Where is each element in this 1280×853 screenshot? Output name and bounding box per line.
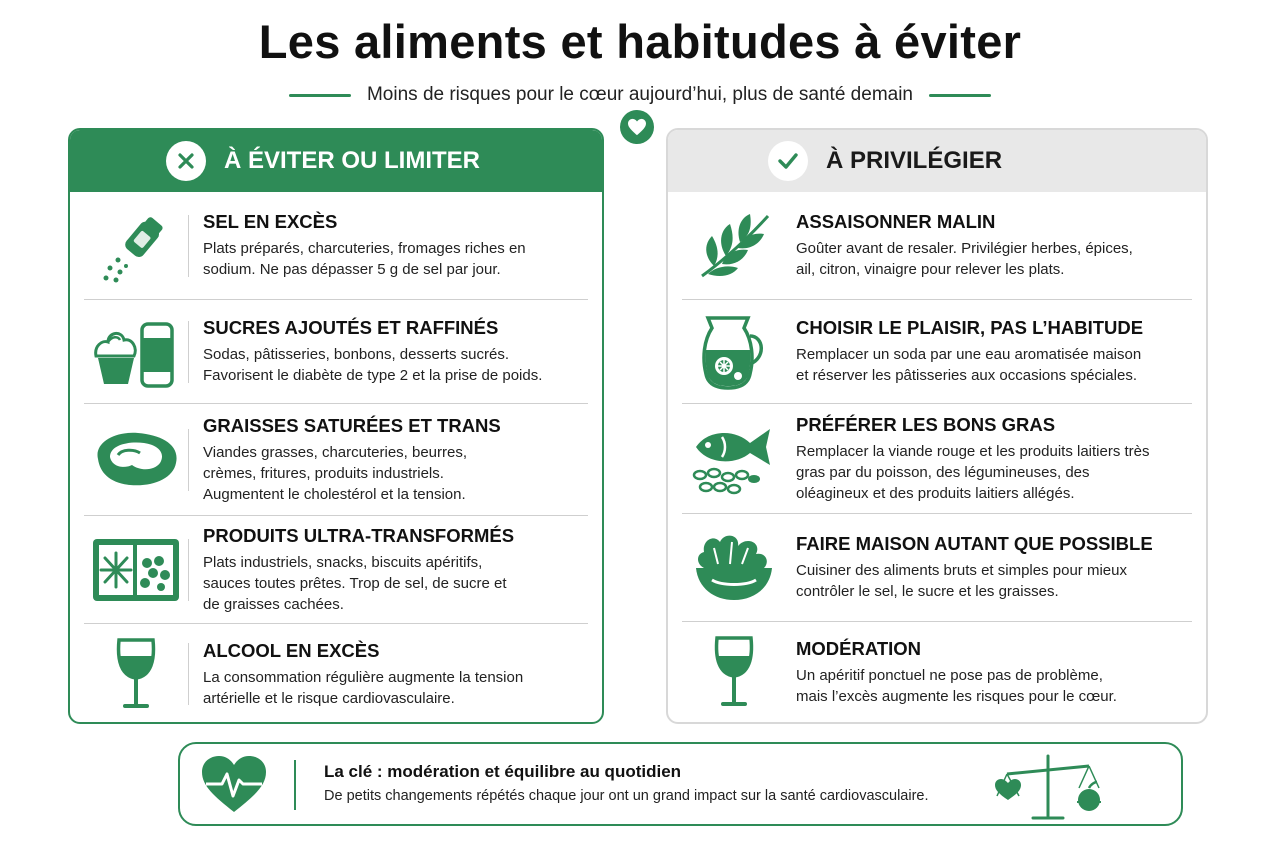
footer-divider (294, 760, 296, 810)
footer-description: De petits changements répétés chaque jour ont un grand impact sur la santé cardiovasculaire. (324, 788, 929, 804)
salad-bowl-icon (682, 530, 786, 606)
item-description: Remplacer la viande rouge et les produits laitiers très gras par du poisson, des légumineuses, des oléagineux et des produits laitiers allégés. (796, 442, 1150, 502)
list-item (84, 192, 588, 300)
item-description: Plats industriels, snacks, biscuits apéritifs, sauces toutes prêtes. Trop de sel, de sucre et de graisses cachées. (203, 553, 507, 613)
item-title: MODÉRATION (796, 637, 922, 659)
item-description: Un apéritif ponctuel ne pose pas de problème, mais l’excès augmente les risques pour le cœur. (796, 666, 1117, 705)
list-item (84, 300, 588, 404)
frozen-meal-icon (84, 539, 189, 601)
item-title: ASSAISONNER MALIN (796, 211, 996, 232)
list-item (682, 192, 1192, 300)
item-title: FAIRE MAISON AUTANT QUE POSSIBLE (796, 533, 1153, 554)
water-pitcher-icon (682, 310, 786, 394)
item-description: Remplacer un soda par une eau aromatisée maison et réserver les pâtisseries aux occasions spéciales. (796, 346, 1142, 384)
list-item (682, 300, 1192, 404)
balance-scale-icon (993, 744, 1103, 829)
page-title: Les aliments et habitudes à éviter (258, 15, 1022, 68)
subtitle-row (0, 84, 1280, 106)
fish-legumes-icon (682, 419, 786, 499)
cupcake-soda-icon (84, 321, 189, 383)
prefer-card-header (668, 130, 1206, 192)
wine-glass-icon (84, 643, 189, 705)
list-item (682, 514, 1192, 622)
divider-left (289, 94, 351, 97)
avoid-card-header (70, 130, 602, 192)
divider-right (929, 94, 991, 97)
item-description: Cuisiner des aliments bruts et simples pour mieux contrôler le sel, le sucre et les graisses. (796, 562, 1127, 600)
item-title: CHOISIR LE PLAISIR, PAS L’HABITUDE (796, 317, 1144, 338)
item-description: La consommation régulière augmente la tension artérielle et le risque cardiovasculaire. (203, 668, 524, 707)
footer-title: La clé : modération et équilibre au quotidien (324, 762, 682, 781)
list-item (84, 404, 588, 516)
prefer-card-title: À PRIVILÉGIER (826, 147, 1003, 174)
item-title: PRODUITS ULTRA-TRANSFORMÉS (203, 524, 515, 546)
item-title: SUCRES AJOUTÉS ET RAFFINÉS (203, 317, 499, 338)
avoid-card (68, 128, 604, 724)
list-item (84, 516, 588, 624)
list-item (682, 404, 1192, 514)
item-description: Goûter avant de resaler. Privilégier herbes, épices, ail, citron, vinaigre pour relever les plats. (796, 240, 1133, 278)
item-description: Plats préparés, charcuteries, fromages riches en sodium. Ne pas dépasser 5 g de sel par jour. (203, 240, 526, 278)
page-subtitle: Moins de risques pour le cœur aujourd’hui, plus de santé demain (366, 84, 914, 105)
item-description: Viandes grasses, charcuteries, beurres, crèmes, fritures, produits industriels. Augmentent le cholestérol et la tension. (203, 443, 468, 503)
avoid-card-title: À ÉVITER OU LIMITER (224, 147, 481, 174)
salt-shaker-icon (84, 215, 189, 277)
steak-icon (84, 429, 189, 491)
item-title: PRÉFÉRER LES BONS GRAS (796, 413, 1056, 435)
check-circle-icon (768, 141, 808, 181)
list-item (682, 622, 1192, 722)
heart-icon (620, 110, 654, 144)
list-item (84, 624, 588, 724)
herbs-icon (682, 210, 786, 282)
wine-glass-icon (682, 632, 786, 712)
item-title: GRAISSES SATURÉES ET TRANS (203, 414, 501, 436)
x-circle-icon (166, 141, 206, 181)
item-title: ALCOOL EN EXCÈS (203, 639, 380, 661)
item-title: SEL EN EXCÈS (203, 211, 338, 232)
heartbeat-icon (200, 754, 268, 819)
item-description: Sodas, pâtisseries, bonbons, desserts sucrés. Favorisent le diabète de type 2 et la prise de poids. (203, 346, 543, 384)
prefer-card (666, 128, 1208, 724)
footer-banner (178, 742, 1183, 826)
